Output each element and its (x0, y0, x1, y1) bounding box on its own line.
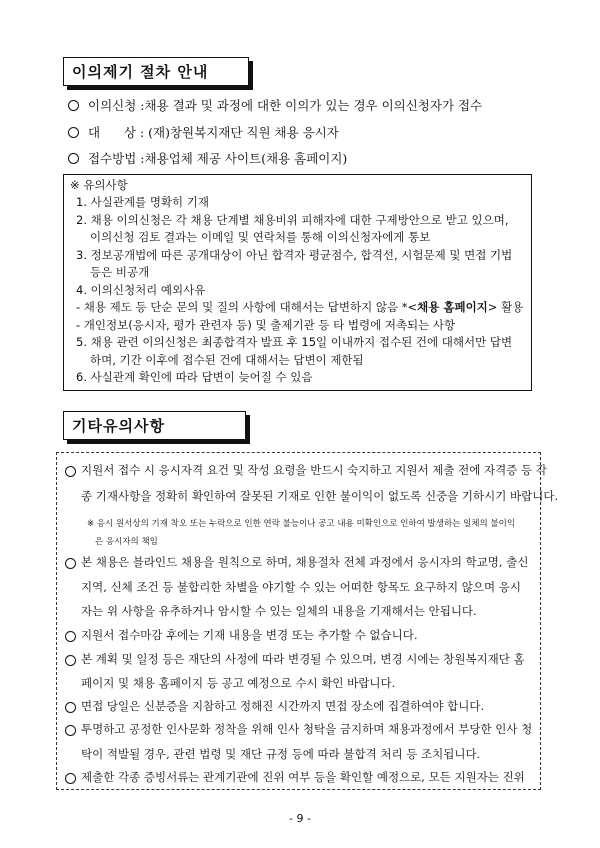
section-title-other-notes: 기타유의사항 (63, 411, 246, 440)
other-line: 지원서 접수 시 응시자격 요건 및 작성 요령을 반드시 숙지하고 지원서 제출 전에 자격증 등 각 (81, 463, 547, 477)
bullet-appeal: 이의신청 : 채용 결과 및 과정에 대한 이의가 있는 경우 이의신청자가 접수 (68, 96, 482, 114)
other-line: 종 기재사항을 정확히 확인하여 잘못된 기재로 인한 불이익이 없도록 신중을 기하시기 바랍니다. (81, 489, 559, 503)
circle-bullet-icon (65, 773, 76, 784)
circle-bullet-icon (65, 655, 76, 666)
other-line: 면접 당일은 신분증을 지참하고 정해진 시간까지 면접 장소에 집결하여야 합니다. (81, 699, 485, 713)
notice-line: 3. 정보공개법에 따른 공개대상이 아닌 합격자 평균점수, 합격선, 시험문제 및 면접 기법 (76, 248, 513, 262)
other-line: 페이지 및 채용 홈페이지 등 공고 예정으로 수시 확인 바랍니다. (81, 676, 396, 690)
other-line: 지원서 접수마감 후에는 기재 내용을 변경 또는 추가할 수 없습니다. (81, 628, 418, 642)
notice-line: 등은 비공개 (90, 265, 150, 279)
notice-line: 하며, 기간 이후에 접수된 건에 대해서는 답변이 제한됨 (90, 353, 364, 367)
page-number: - 9 - (289, 812, 311, 825)
notice-box (63, 174, 532, 391)
other-line: 자는 위 사항을 유추하거나 암시할 수 있는 일체의 내용을 기재해서는 안됩니다. (81, 604, 477, 618)
notice-line: 4. 이의신청처리 예외사유 (76, 283, 206, 297)
circle-bullet-icon (65, 631, 76, 642)
circle-bullet-icon (68, 127, 79, 138)
bullet-target: 대 상 : (재)창원복지재단 직원 채용 응시자 (68, 123, 339, 141)
notice-line: 이의신청 검토 결과는 이메일 및 연락처를 통해 이의신청자에게 통보 (90, 230, 431, 244)
other-note-small: 은 응시자의 책임 (95, 537, 158, 547)
other-line: 지역, 신체 조건 등 불합리한 차별을 야기할 수 있는 어떠한 항목도 요구하지 않으며 응시 (81, 580, 521, 594)
notice-line: 2. 채용 이의신청은 각 채용 단계별 채용비위 피해자에 대한 구제방안으로 받고 있으며, (76, 213, 509, 227)
bullet-method: 접수방법 : 채용업체 제공 사이트(채용 홈페이지) (68, 149, 347, 167)
circle-bullet-icon (65, 702, 76, 713)
notice-line: 5. 채용 관련 이의신청은 최종합격자 발표 후 15일 이내까지 접수된 건에 대해서만 답변 (76, 335, 513, 349)
circle-bullet-icon (65, 466, 76, 477)
notice-line: 1. 사실관계를 명확히 기재 (76, 195, 210, 209)
other-line: 투명하고 공정한 인사문화 정착을 위해 인사 청탁을 금지하며 채용과정에서 부당한 인사 청 (81, 722, 533, 736)
section-title-appeal-procedure: 이의제기 절차 안내 (63, 57, 249, 86)
notice-line: 6. 사실관계 확인에 따라 답변이 늦어질 수 있음 (76, 370, 313, 384)
circle-bullet-icon (65, 725, 76, 736)
notice-line: - 개인정보(응시자, 평가 관련자 등) 및 출제기관 등 타 법령에 저촉되는 사항 (76, 318, 456, 332)
notice-line-exception-1: - 채용 제도 등 단순 문의 및 질의 사항에 대해서는 답변하지 않음 *<채용 홈페이지> 활용 (76, 300, 524, 314)
circle-bullet-icon (68, 100, 79, 111)
other-line: 탁이 적발될 경우, 관련 법령 및 재단 규정 등에 따라 불합격 처리 등 조치됩니다. (81, 747, 481, 761)
circle-bullet-icon (65, 558, 76, 569)
other-note-small: ※ 응시 원서상의 기재 착오 또는 누락으로 인한 연락 불능이나 공고 내용 미확인으로 인하여 발생하는 일체의 불이익 (87, 519, 516, 529)
other-line: 제출한 각종 증빙서류는 관계기관에 진위 여부 등을 확인할 예정으로, 모든 지원자는 진위 (81, 770, 525, 784)
other-line: 본 계획 및 일정 등은 재단의 사정에 따라 변경될 수 있으며, 변경 시에는 창원복지재단 홈 (81, 652, 525, 666)
notice-heading: ※ 유의사항 (70, 178, 128, 192)
other-notes-box (56, 452, 559, 790)
circle-bullet-icon (68, 153, 79, 164)
other-line: 본 채용은 블라인드 채용을 원칙으로 하며, 채용절차 전체 과정에서 응시자의 학교명, 출신 (81, 555, 529, 569)
